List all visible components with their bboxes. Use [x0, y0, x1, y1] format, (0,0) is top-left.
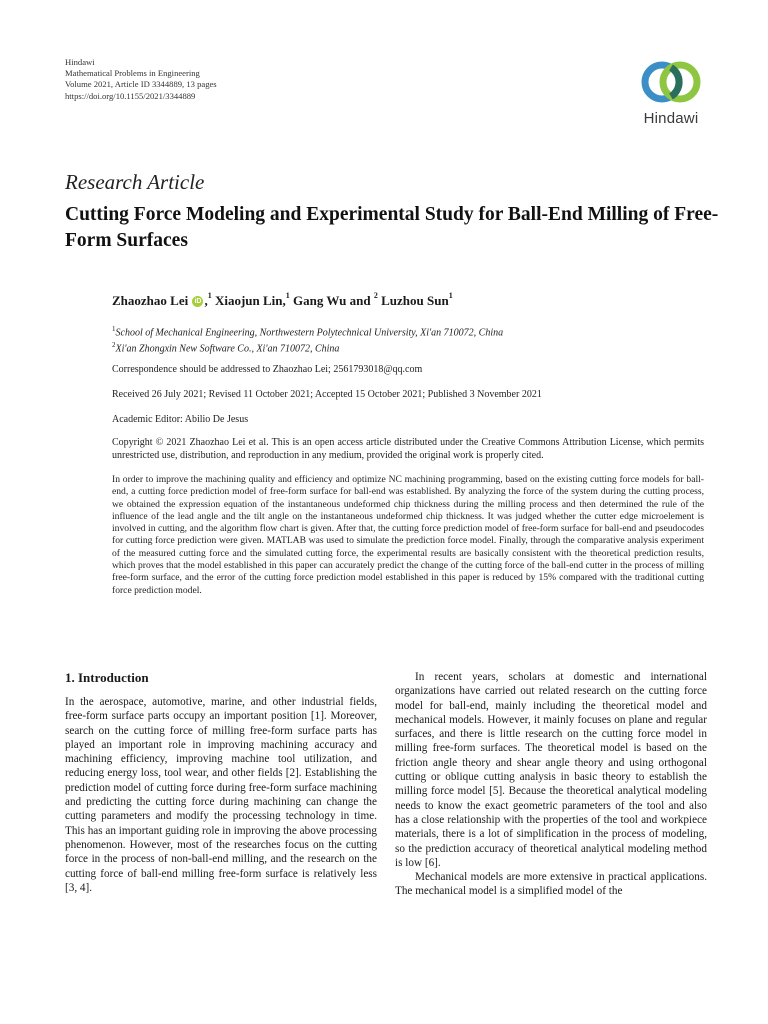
affiliation-marker: 1 [285, 291, 290, 300]
hindawi-wordmark: Hindawi [643, 110, 699, 127]
hindawi-rings-icon [631, 56, 711, 108]
article-title: Cutting Force Modeling and Experimental Study for Ball-End Milling of Free-Form Surfaces [65, 204, 719, 251]
author-name[interactable]: Gang Wu [293, 293, 347, 308]
author-name[interactable]: Luzhou Sun [381, 293, 449, 308]
article-type: Research Article [65, 170, 205, 194]
paragraph: Mechanical models are more extensive in practical applications. The mechanical model is a simplified model of the [395, 871, 707, 898]
paragraph: In recent years, scholars at domestic and international organizations have carried out related research on the cutting force model for ball-end, mainly including the theoretical model and mechanical models. However, it mainly focuses on plane and regular surfaces, and there is little research on the cutting force model in milling free-form surfaces. The theoretical model is based on the friction angle theory and shear angle theory and using orthogonal cutting or oblique cutting analysis in basic theory to establish the milling force model [5]. Because the theoretical analytical modeling needs to know the exact geometric parameters of the tool and also has a close relationship with the properties of the tool and workpiece materials, there is a lot of simplification in the process of modeling, so the prediction accuracy of theoretical analytical modeling method is low [6]. [395, 671, 707, 869]
affiliation-item: $^1$School of Mechanical Engineering, Northwestern Polytechnical University, Xi'an 710072, China [112, 325, 504, 339]
volume-line: Volume 2021, Article ID 3344889, 13 pages [65, 79, 217, 90]
affiliation-marker: 1 [207, 291, 212, 300]
abstract: In order to improve the machining quality and efficiency and optimize NC machining programming, based on the existing cutting force models for ball-end, a cutting force prediction model of free-form surface for ball-end was established. By analyzing the force of the system during the cutting process, we obtained the expression equation of the instantaneous undeformed chip thickness during the milling process and then determined the rule of the influence of the lead angle and the tilt angle on the instantaneous undeformed chip thickness. It was judged whether the cutter edge microelement is involved in cutting, and the algorithm flow chart is given. After that, the cutting force prediction model of free-form surface for ball-end and pseudocodes for cutting force prediction were given. MATLAB was used to simulate the prediction force model. Finally, through the comparative analysis experiment of the measured cutting force and the simulated cutting force, the experimental results are basically consistent with the theoretical prediction results, which proves that the model established in this paper can accurately predict the change of the cutting force of the ball-end cutter in the process of milling free-form surface, and the error of the cutting force prediction model established in this paper is reduced by 15% compared with the traditional cutting force prediction model. [112, 474, 704, 596]
left-column [65, 670, 377, 895]
author-name[interactable]: Zhaozhao Lei [112, 293, 189, 308]
author-list: Zhaozhao Lei iD ,$^1$ Xiaojun Lin,$^1$ Gang Wu and $^2$ Luzhou Sun$^1$ [112, 291, 453, 308]
publication-dates: Received 26 July 2021; Revised 11 October 2021; Accepted 15 October 2021; Published 3 November 2021 [112, 389, 542, 400]
affiliation-marker: 2 [373, 291, 378, 300]
copyright-notice: Copyright © 2021 Zhaozhao Lei et al. This is an open access article distributed under the Creative Commons Attribution License, which permits unrestricted use, distribution, and reproduction in any medium, provided the original work is properly cited. [112, 437, 704, 461]
correspondence: Correspondence should be addressed to Zhaozhao Lei; 2561793018@qq.com [112, 364, 423, 375]
journal-header [65, 57, 217, 102]
hindawi-logo [631, 56, 711, 136]
publisher-name: Hindawi [65, 57, 95, 67]
affiliations [112, 323, 503, 356]
author-name[interactable]: Xiaojun Lin [214, 293, 283, 308]
academic-editor: Academic Editor: Abilio De Jesus [112, 414, 249, 425]
affiliation-item: $^2$Xi'an Zhongxin New Software Co., Xi'an 710072, China [112, 341, 340, 355]
journal-name: Mathematical Problems in Engineering [65, 68, 200, 79]
paragraph: In the aerospace, automotive, marine, and other industrial fields, free-form surface parts occupy an important position [1]. Moreover, search on the cutting force of milling free-form surface parts has played an important role in improving machining accuracy and machining efficiency, improving machine tool utilization, and reducing energy loss, tool wear, and other fields [2]. Establishing the prediction model of cutting force during free-form surface machining and predicting the cutting force during machining can change the cutting parameters and modify the processing technology in time. This has an important guiding role in improving the above processing phenomenon. However, most of the researches focus on the cutting force in the process of non-ball-end milling, and the research on the cutting force of ball-end milling free-form surface is relatively less [3, 4]. [65, 696, 377, 894]
doi-link[interactable]: https://doi.org/10.1155/2021/3344889 [65, 90, 196, 101]
affiliation-marker: 1 [448, 291, 453, 300]
orcid-icon[interactable]: iD [194, 297, 202, 305]
right-column [395, 670, 707, 899]
section-heading: 1. Introduction [65, 670, 149, 685]
